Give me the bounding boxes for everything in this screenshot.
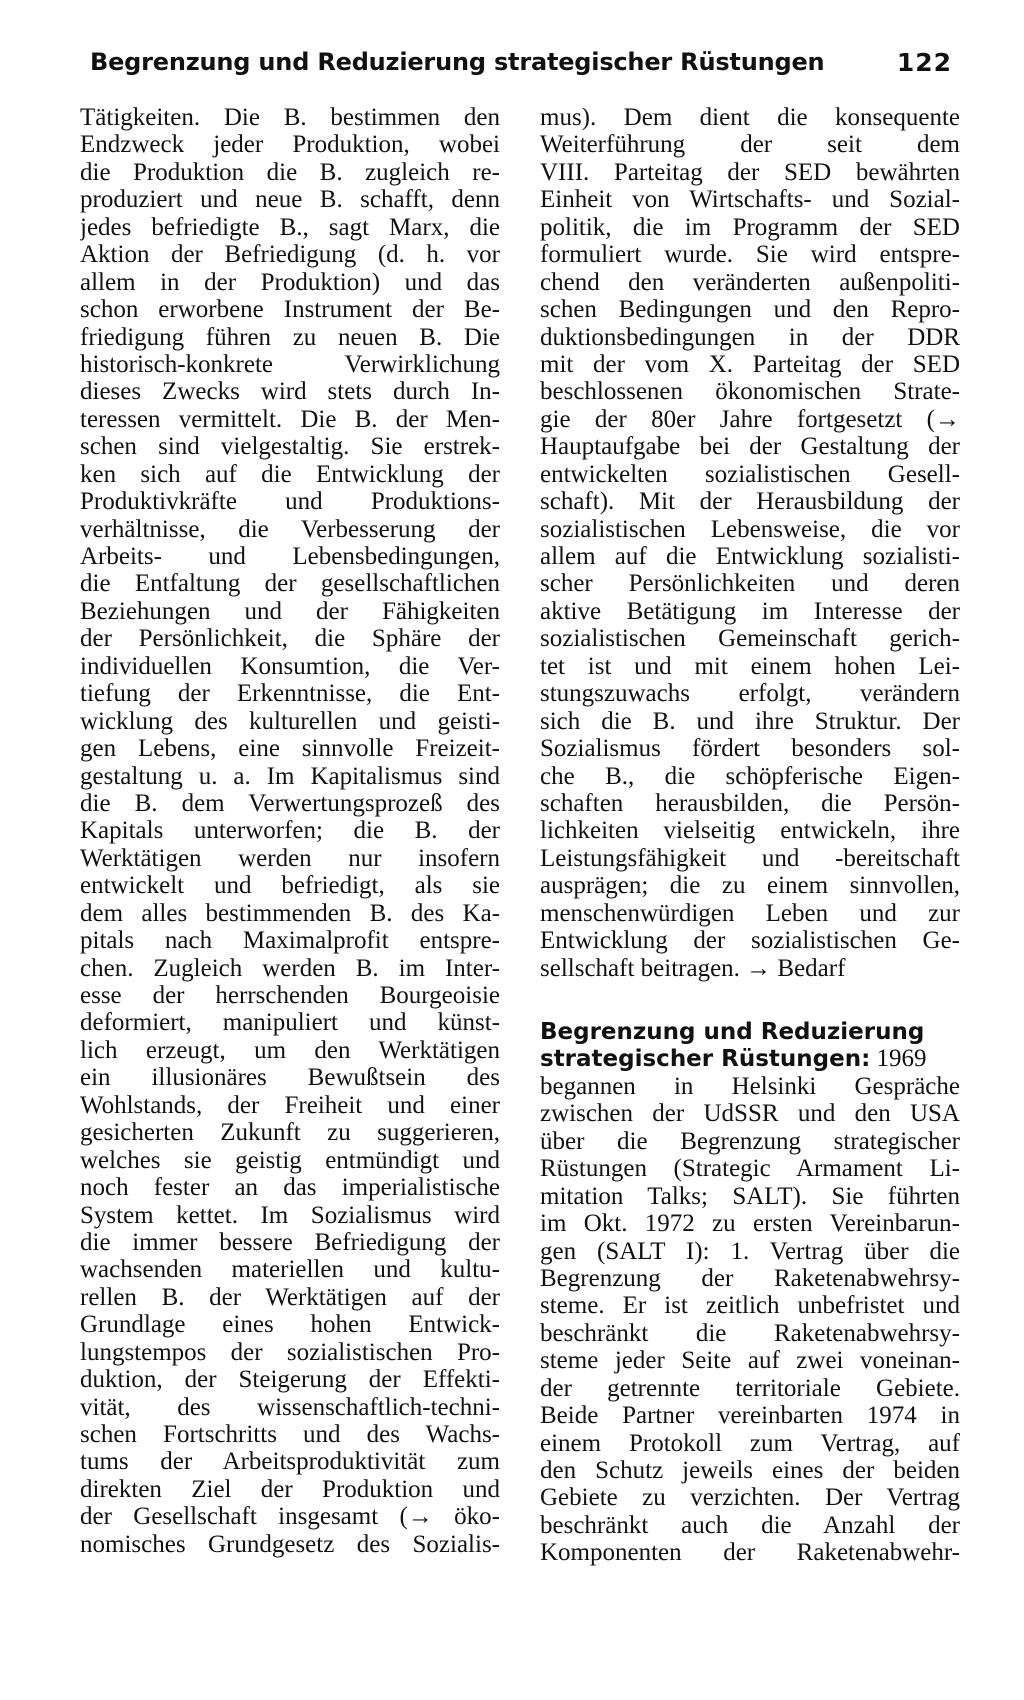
text-line: chen. Zugleich werden B. im Inter- [80, 954, 500, 982]
text-line: entwickelt und befriedigt, als sie [80, 872, 500, 900]
text-line: die Produktion die B. zugleich re- [80, 158, 500, 186]
text-line: tiefung der Erkenntnisse, die Ent- [80, 680, 500, 708]
text-line: steme jeder Seite auf zwei voneinan- [540, 1347, 960, 1375]
text-line: noch fester an das imperialistische [80, 1174, 500, 1202]
text-line: über die Begrenzung strategischer [540, 1127, 960, 1155]
text-line: che B., die schöpferische Eigen- [540, 762, 960, 790]
text-line: steme. Er ist zeitlich unbefristet und [540, 1292, 960, 1320]
text-line: verhältnisse, die Verbesserung der [80, 515, 500, 543]
text-line: Entwicklung der sozialistischen Ge- [540, 927, 960, 955]
text-line: chend den veränderten außenpoliti- [540, 268, 960, 296]
text-line: Tätigkeiten. Die B. bestimmen den [80, 104, 500, 131]
text-line: Endzweck jeder Produktion, wobei [80, 131, 500, 159]
text-line: Sozialismus fördert besonders sol- [540, 735, 960, 763]
entry-headword-line [540, 1045, 960, 1072]
text-line: schon erworbene Instrument der Be- [80, 296, 500, 324]
entry-text: 1969 [870, 1045, 927, 1073]
page-number: 122 [896, 48, 952, 77]
text-line: Aktion der Befriedigung (d. h. vor [80, 241, 500, 269]
text-line: beschlossenen ökonomischen Strate- [540, 378, 960, 406]
text-line: dieses Zwecks wird stets durch In- [80, 378, 500, 406]
text-line: Weiterführung der seit dem [540, 131, 960, 159]
text-line: jedes befriedigte B., sagt Marx, die [80, 213, 500, 241]
text-line: wachsenden materiellen und kultu- [80, 1256, 500, 1284]
entry-separator [540, 982, 960, 1018]
text-line: lichkeiten vielseitig entwickeln, ihre [540, 817, 960, 845]
text-line: die immer bessere Befriedigung der [80, 1228, 500, 1256]
text-line: schen Fortschritts und des Wachs- [80, 1421, 500, 1448]
text-line: Kapitals unterworfen; die B. der [80, 817, 500, 845]
text-line: Beide Partner vereinbarten 1974 in [540, 1402, 960, 1430]
text-line: der getrennte territoriale Gebiete. [540, 1374, 960, 1402]
text-line: Arbeits- und Lebensbedingungen, [80, 543, 500, 570]
text-line: rellen B. der Werktätigen auf der [80, 1283, 500, 1311]
text-line: zwischen der UdSSR und den USA [540, 1100, 960, 1128]
text-line: gestaltung u. a. Im Kapitalismus sind [80, 762, 500, 790]
text-line: stungszuwachs erfolgt, verändern [540, 680, 960, 708]
text-line: beschränkt auch die Anzahl der [540, 1511, 960, 1539]
text-line: sellschaft beitragen. → Bedarf [540, 954, 846, 982]
text-line: mit der vom X. Parteitag der SED [540, 350, 960, 378]
text-line: sich die B. und ihre Struktur. Der [540, 707, 960, 735]
text-line: historisch-konkrete Verwirklichung [80, 350, 500, 378]
text-line: Werktätigen werden nur insofern [80, 844, 500, 872]
text-line: die Entfaltung der gesellschaftlichen [80, 570, 500, 598]
text-line: schaft). Mit der Herausbildung der [540, 488, 960, 516]
text-line: gie der 80er Jahre fortgesetzt (→ [540, 405, 960, 433]
text-line: sozialistischen Gemeinschaft gerich- [540, 625, 960, 653]
text-line: duktionsbedingungen in der DDR [540, 323, 960, 351]
text-line: den Schutz jeweils eines der beiden [540, 1457, 960, 1484]
text-line: im Okt. 1972 zu ersten Vereinbarun- [540, 1210, 960, 1238]
text-line: schen sind vielgestaltig. Sie erstrek- [80, 433, 500, 461]
text-line: begannen in Helsinki Gespräche [540, 1072, 960, 1100]
text-line: teressen vermittelt. Die B. der Men- [80, 405, 500, 433]
text-line: allem auf die Entwicklung sozialisti- [540, 543, 960, 570]
text-line: esse der herrschenden Bourgeoisie [80, 982, 500, 1009]
entry-headword-line [540, 1018, 960, 1045]
text-line: Wohlstands, der Freiheit und einer [80, 1091, 500, 1119]
text-line: schen Bedingungen und den Repro- [540, 296, 960, 324]
text-line: welches sie geistig entmündigt und [80, 1146, 500, 1174]
text-line: menschenwürdigen Leben und zur [540, 899, 960, 927]
text-line: vität, des wissenschaftlich-techni- [80, 1393, 500, 1421]
text-line: mus). Dem dient die konsequente [540, 104, 960, 131]
text-line: der Persönlichkeit, die Sphäre der [80, 625, 500, 653]
text-line: Beziehungen und der Fähigkeiten [80, 597, 500, 625]
text-line: individuellen Konsumtion, die Ver- [80, 652, 500, 680]
text-line: der Gesellschaft insgesamt (→ öko- [80, 1503, 500, 1531]
text-line: gen Lebens, eine sinnvolle Freizeit- [80, 735, 500, 763]
text-line: einem Protokoll zum Vertrag, auf [540, 1429, 960, 1457]
entry-headword: strategischer Rüstungen: [540, 1046, 871, 1073]
text-line: tet ist und mit einem hohen Lei- [540, 652, 960, 680]
text-line: dem alles bestimmenden B. des Ka- [80, 899, 500, 927]
text-line: Leistungsfähigkeit und -bereitschaft [540, 844, 960, 872]
text-line: tums der Arbeitsproduktivität zum [80, 1448, 500, 1476]
text-line: Rüstungen (Strategic Armament Li- [540, 1155, 960, 1183]
text-line: friedigung führen zu neuen B. Die [80, 323, 500, 351]
text-line: direkten Ziel der Produktion und [80, 1475, 500, 1503]
text-line: Einheit von Wirtschafts- und Sozial- [540, 186, 960, 214]
right-column [540, 104, 960, 1567]
dictionary-entry [540, 1018, 960, 1567]
text-line: Hauptaufgabe bei der Gestaltung der [540, 433, 960, 461]
text-line: formuliert wurde. Sie wird entspre- [540, 241, 960, 269]
text-line: System kettet. Im Sozialismus wird [80, 1201, 500, 1229]
text-line: beschränkt die Raketenabwehrsy- [540, 1319, 960, 1347]
text-line: nomisches Grundgesetz des Sozialis- [80, 1530, 500, 1558]
text-line: duktion, der Steigerung der Effekti- [80, 1366, 500, 1394]
text-line: ausprägen; die zu einem sinnvollen, [540, 872, 960, 900]
text-line: sozialistischen Lebensweise, die vor [540, 515, 960, 543]
text-line: produziert und neue B. schafft, denn [80, 186, 500, 214]
text-line: aktive Betätigung im Interesse der [540, 597, 960, 625]
text-line: pitals nach Maximalprofit entspre- [80, 927, 500, 955]
text-line: die B. dem Verwertungsprozeß des [80, 789, 500, 817]
text-line: ein illusionäres Bewußtsein des [80, 1064, 500, 1092]
text-line: VIII. Parteitag der SED bewährten [540, 158, 960, 186]
text-line: entwickelten sozialistischen Gesell- [540, 460, 960, 488]
text-line: Komponenten der Raketenabwehr- [540, 1539, 960, 1567]
text-line: wicklung des kulturellen und geisti- [80, 707, 500, 735]
text-line: gen (SALT I): 1. Vertrag über die [540, 1237, 960, 1265]
text-line: Begrenzung der Raketenabwehrsy- [540, 1264, 960, 1292]
text-line: allem in der Produktion) und das [80, 268, 500, 296]
text-line: Grundlage eines hohen Entwick- [80, 1311, 500, 1339]
text-line: deformiert, manipuliert und künst- [80, 1009, 500, 1037]
running-title: Begrenzung und Reduzierung strategischer Rüstungen [90, 48, 825, 76]
text-line: Gebiete zu verzichten. Der Vertrag [540, 1484, 960, 1512]
entry-headword: Begrenzung und Reduzierung [540, 1019, 925, 1045]
text-line: politik, die im Programm der SED [540, 213, 960, 241]
text-line: ken sich auf die Entwicklung der [80, 460, 500, 488]
text-line: lich erzeugt, um den Werktätigen [80, 1036, 500, 1064]
page-header [90, 48, 952, 88]
text-line: Produktivkräfte und Produktions- [80, 488, 500, 516]
left-column [80, 104, 500, 1558]
text-line: gesicherten Zukunft zu suggerieren, [80, 1119, 500, 1147]
text-line: scher Persönlichkeiten und deren [540, 570, 960, 598]
text-line: mitation Talks; SALT). Sie führten [540, 1182, 960, 1210]
text-line: lungstempos der sozialistischen Pro- [80, 1338, 500, 1366]
text-line: schaften herausbilden, die Persön- [540, 789, 960, 817]
